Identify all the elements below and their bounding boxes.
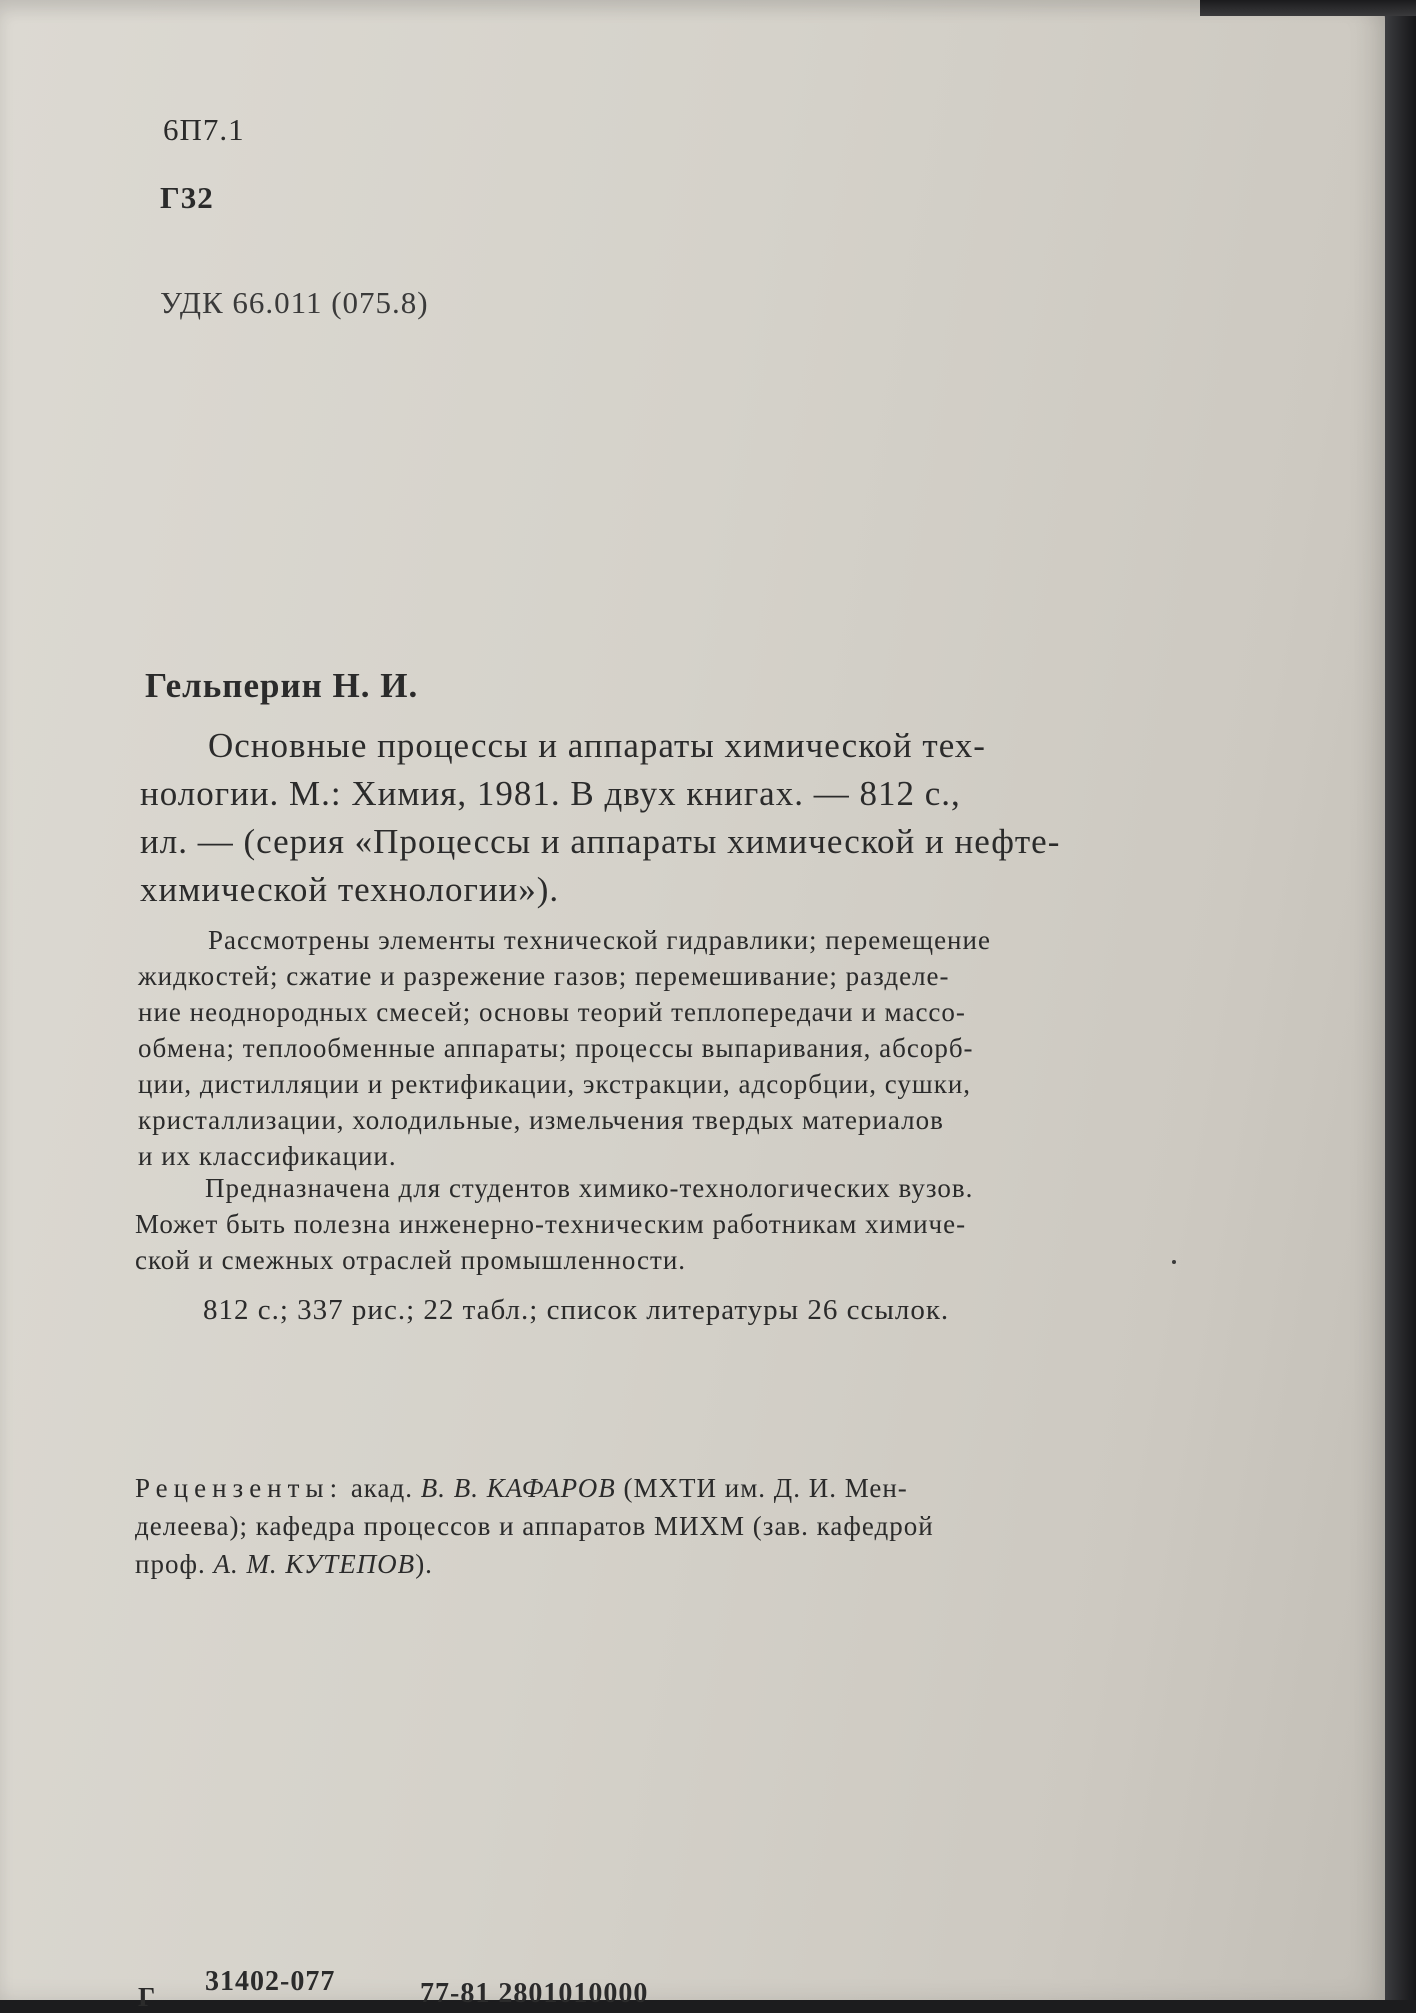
reviewers-line-1 [135,1473,908,1504]
abstract-line: жидкостей; сжатие и разрежение газов; перемешивание; разделе- [138,961,950,991]
abstract-line: ние неоднородных смесей; основы теорий теплопередачи и массо- [138,997,966,1027]
udk-index: УДК 66.011 (075.8) [160,285,429,320]
title-line: химической технологии»). [140,870,560,909]
reviewers-text: (МХТИ им. Д. И. Мен- [623,1473,908,1503]
abstract-block [138,925,1258,1171]
reviewers-text: ). [415,1549,433,1579]
title-line: нологии. М.: Химия, 1981. В двух книгах. — 812 с., [140,774,961,813]
purpose-line: ской и смежных отраслей промышленности. [135,1245,687,1275]
abstract-line: кристаллизации, холодильные, измельчения твердых материалов [138,1105,944,1135]
abstract-line: Рассмотрены элементы технической гидравлики; перемещение [208,925,991,955]
speck [1172,1260,1176,1264]
reviewers-line-3 [135,1549,433,1580]
reviewers-block [135,1473,1265,1593]
book-stats: 812 с.; 337 рис.; 22 табл.; список литературы 26 ссылок. [203,1294,950,1326]
abstract-line: и их классификации. [138,1141,397,1171]
publishing-code: 31402-077 [205,1966,336,1997]
reviewers-text: проф. [135,1549,206,1579]
title-line: ил. — (серия «Процессы и аппараты химической и нефте- [140,822,1061,861]
book-cover-edge [1385,0,1416,2000]
book-title-block [140,726,1240,909]
reviewers-line-2: делеева); кафедра процессов и аппаратов МИХМ (зав. кафедрой [135,1511,934,1541]
author-name: Гельперин Н. И. [145,666,419,705]
purpose-line: Может быть полезна инженерно-техническим работникам химиче- [135,1209,967,1239]
author-mark: Г32 [160,180,214,215]
title-line: Основные процессы и аппараты химической тех- [208,726,986,765]
reviewer-name: А. М. КУТЕПОВ [213,1549,416,1579]
reviewers-label: Рецензенты: [135,1473,344,1503]
publishing-code-right: 77-81 2801010000 [420,1978,649,2009]
purpose-block [135,1173,1255,1283]
abstract-line: ции, дистилляции и ректификации, экстракции, адсорбции, сушки, [138,1069,972,1099]
book-cover-top [1200,0,1416,16]
bbk-index: 6П7.1 [163,112,245,147]
reviewer-name: В. В. КАФАРОВ [420,1473,616,1503]
reviewers-text: акад. [350,1473,413,1503]
abstract-line: обмена; теплообменные аппараты; процессы выпаривания, абсорб- [138,1033,974,1063]
purpose-line: Предназначена для студентов химико-технологических вузов. [205,1173,974,1203]
publishing-prefix: Г [138,1982,157,2012]
